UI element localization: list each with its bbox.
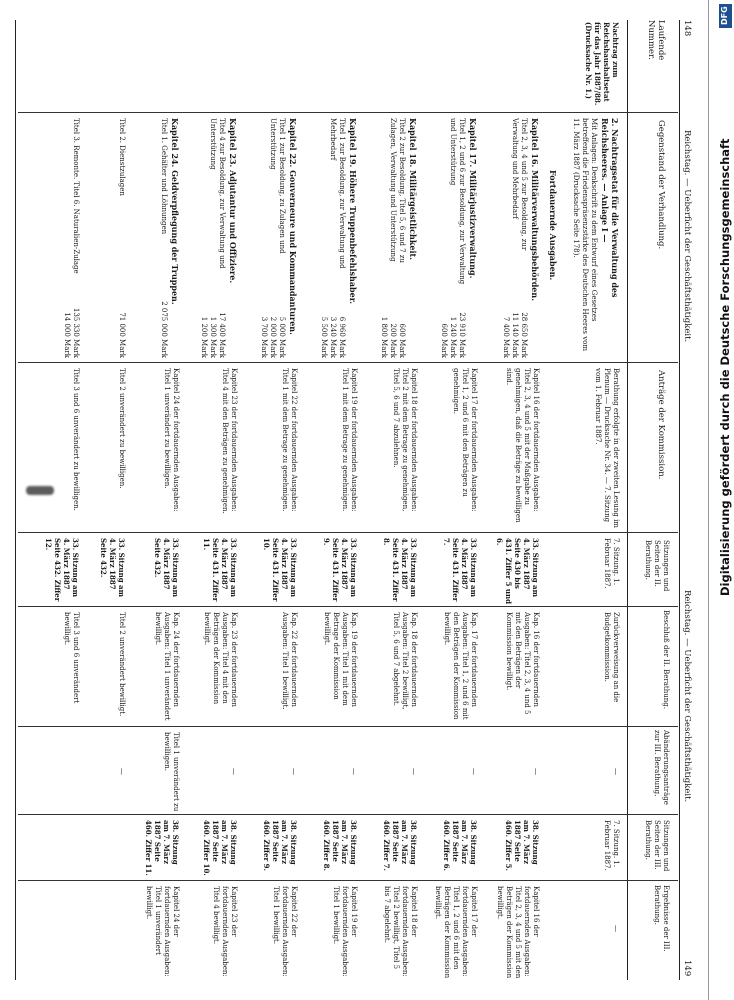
entry-amount: 1 300 Mark: [209, 316, 217, 358]
entry-kapitel: Kapitel 24. Geldverpflegung der Truppen.: [170, 118, 180, 305]
entry-details: Titel 1, 2 und 6 zur Besoldung, zur Verwaltung und Unterstützung: [449, 118, 466, 285]
col-header-antraege: Anträge der Kommission.: [656, 370, 666, 480]
entry-sitzung-ii: 33. Sitzung am 4. März 1887 Seite 431. Ziffer 7.: [442, 538, 478, 602]
entry-sitzung-iii: 38. Sitzung am 7. März 1887 Seite 460. Ziffer 7.: [382, 820, 418, 871]
entry-amount: 200 Mark: [389, 323, 397, 358]
entry-details: Titel 4 zur Besoldung, zur Verwaltung und Unterstützung: [209, 118, 226, 269]
running-head-left: Reichstag. — Ueberficht der Geschäftsthätigkeit.: [682, 130, 692, 343]
entry-sitzung-ii: 33. Sitzung am 4. März 1887 Seite 432.: [153, 538, 180, 597]
entry-kapitel: Kapitel 22. Gouverneure und Kommandanturen.: [288, 118, 298, 335]
entry-amount: 1 240 Mark: [449, 316, 457, 358]
entry-amount: 5 000 Mark: [278, 316, 286, 358]
running-head-right: Reichstag. — Ueberficht der Geschäftsthätigkeit.: [682, 590, 692, 803]
column-header-rule: [627, 20, 628, 980]
column-divider: [18, 726, 678, 727]
entry-details: Titel 1 zur Besoldung, zur Verwaltung und Mehrbedarf: [329, 118, 346, 269]
entry-amount: 1 200 Mark: [200, 316, 208, 358]
entry-antrag: Kapitel 17 der fortdauernden Ausgaben: Titel 1, 2 und 6 mit den Beträgen zu genehmigen.: [452, 368, 478, 512]
entry-sitzung-iii: 38. Sitzung am 7. März 1887 Seite 460. Ziffer 5.: [504, 820, 540, 871]
entry-amount: 2 000 Mark: [269, 316, 277, 358]
entry-amount: 3 240 Mark: [329, 316, 337, 358]
entry-sitzung-iii: 38. Sitzung am 7. März 1887 Seite 460. Ziffer 11.: [144, 820, 180, 876]
header-rule: [679, 20, 680, 980]
entry-beschluss-ii: Kap. 24 der fortdauernden Ausgaben: Titel 1 unverändert bewilligt.: [154, 612, 180, 721]
col-header-sitzung-iii: Sitzungen und Seiten der III. Berathung.: [644, 820, 670, 872]
entry-nummer: Nachtrag zum Reichshaushaltsetat für das Jahr 1887/88. (Drucksache Nr. 1.): [584, 22, 620, 106]
footer-rule: [15, 20, 16, 980]
dfg-watermark: [718, 6, 732, 596]
entry-details: Titel 2, 3, 4 und 5 zur Besoldung, zur Verwaltung und Mehrbedarf: [511, 118, 528, 251]
entry-amount: 600 Mark: [398, 323, 406, 358]
entry-details: Titel 2 zur Besoldung, Titel 5, 6 und 7 zu Zulagen, Verwaltung und Unterstützung: [389, 118, 406, 264]
entry-details: Titel 2. Dienstzulagen: [118, 118, 126, 196]
entry-amount: 71 000 Mark: [118, 312, 126, 358]
entry-amount: 6 960 Mark: [338, 316, 346, 358]
entry-gegenstand-sub: Mit Anlagen: Denkschrift zu dem Entwurf eines Gesetzes betreffend die Friedenspräsenzstärke des Deutschen Heeres vom 11. März 1887 (Drucksache Seite 178).: [572, 118, 598, 352]
entry-sitzung-ii: 33. Sitzung am 4. März 1887 Seite 431. Ziffer 9.: [322, 538, 358, 602]
entry-ergebnis: Kapitel 18 der fortdauernden Ausgaben: Titel 2 bewilligt, Titel 5 bis 7 abgelehnt.: [383, 886, 418, 977]
scan-smudge: [26, 486, 54, 495]
page-number-left: 148: [682, 20, 692, 37]
entry-beschluss-ii: Titel 3 und 6 unverändert bewilligt.: [63, 612, 80, 704]
entry-amount: 17 400 Mark: [218, 312, 226, 358]
entry-ergebnis: Kapitel 19 der fortdauernden Ausgaben: Titel 1 bewilligt.: [332, 886, 358, 977]
entry-amount: 14 000 Mark: [63, 312, 71, 358]
entry-details: Titel 3. Remonte. Titel 6. Naturalien-Zulage: [72, 118, 80, 274]
entry-beschluss-ii: Kap. 17 der fortdauernden Ausgaben: Titel 1, 2 und 6 mit den Beträgen der Kommission bewilligt.: [443, 612, 478, 720]
col-header-sitzung-ii: Sitzungen und Seiten der II. Berathung.: [644, 540, 670, 592]
entry-amount: 23 910 Mark: [458, 312, 466, 358]
col-header-beschluss-ii: Beschluß der II. Berathung.: [662, 610, 670, 709]
column-divider: [18, 880, 678, 881]
entry-kapitel: Kapitel 19. Höhere Truppenbefehlshaber.: [348, 118, 358, 304]
entry-beschluss-ii: Kap. 18 der fortdauernden Ausgaben: Titel 2 bewilligt, Titel 5, 6 und 7 abgelehnt.: [392, 612, 418, 710]
entry-abaenderung: —: [118, 768, 126, 775]
entry-amount: 28 650 Mark: [520, 312, 528, 358]
entry-beschluss-ii: Zurückverweisung an die Budgetkommission.: [603, 612, 620, 703]
col-header-gegenstand: Gegenstand der Verhandlung.: [656, 120, 666, 250]
col-header-nummer: Laufende Nummer.: [646, 20, 666, 61]
entry-details: Titel 1. Gehälter und Löhnungen: [160, 118, 168, 235]
entry-sitzung-ii: 33. Sitzung am 4. März 1887 Seite 431. Ziffer 8.: [382, 538, 418, 602]
entry-amount: 3 700 Mark: [260, 316, 268, 358]
entry-ergebnis: Kapitel 22 der fortdauernden Ausgaben: Titel 1 bewilligt.: [272, 886, 298, 977]
column-divider: [18, 606, 678, 607]
entry-abaenderung: —: [230, 768, 238, 775]
entry-beschluss-ii: Kap. 22 der fortdauernden Ausgaben: Titel 1 bewilligt.: [281, 612, 298, 710]
entry-ergebnis: Kapitel 16 der fortdauernden Ausgaben: Titel 2, 3, 4 und 5 mit den Beträgen der Kommission bewilligt.: [496, 886, 540, 979]
entry-amount: 1 800 Mark: [380, 316, 388, 358]
entry-antrag: Titel 3 und 6 unverändert zu bewilligen.: [72, 368, 80, 511]
entry-kapitel: Kapitel 17. Militärjustizverwaltung.: [468, 118, 478, 279]
entry-details: Titel 1 zur Besoldung, zu Zulagen und Unterstützung: [269, 118, 286, 254]
entry-antrag: Kapitel 22 der fortdauernden Ausgaben: Titel 1 mit dem Betrage zu genehmigen.: [281, 368, 298, 512]
entry-antrag: Kapitel 24 der fortdauernden Ausgaben: Titel 1 unverändert zu bewilligen.: [163, 368, 180, 512]
entry-kapitel: Kapitel 18. Militärgeistlichkeit.: [408, 118, 418, 260]
entry-amount: 11 140 Mark: [511, 312, 519, 358]
entry-abaenderung: —: [290, 768, 298, 775]
entry-beschluss-ii: Kap. 19 der fortdauernden Ausgaben: Titel 1 mit dem Betrage der Kommission bewilligt.: [323, 612, 358, 707]
entry-amount: 5 500 Mark: [320, 316, 328, 358]
entry-antrag: Kapitel 23 der fortdauernden Ausgaben: Titel 4 mit den Beträgen zu genehmigen.: [221, 368, 238, 514]
entry-sitzung-ii: 33. Sitzung am 4. März 1887 Seite 430 bis 431. Ziffer 5 und 6.: [495, 538, 540, 604]
entry-amount: 7 400 Mark: [502, 316, 510, 358]
entry-amount: 135 330 Mark: [72, 307, 80, 358]
column-divider: [18, 814, 678, 815]
entry-beschluss-ii: Kap. 16 der fortdauernden Ausgaben: Titel 2, 3, 4 und 5 mit den Beträgen der Kommission bewilligt.: [505, 612, 540, 715]
entry-kapitel: Kapitel 16. Militärverwaltungsbehörden.: [530, 118, 540, 301]
column-divider: [18, 362, 678, 363]
entry-gegenstand: 2. Nachtragsetat für die Verwaltung des Reichsheeres. — Anlage I —: [600, 118, 620, 298]
entry-beschluss-ii: Titel 2 unverändert bewilligt.: [118, 612, 126, 717]
entry-ergebnis: Kapitel 24 der fortdauernden Ausgaben: Titel 1 unverändert bewilligt.: [145, 886, 180, 977]
entry-sitzung-iii: 38. Sitzung am 7. März 1887 Seite 460. Ziffer 8.: [322, 820, 358, 871]
entry-antrag: Kapitel 18 der fortdauernden Ausgaben: Titel 2 mit dem Betrage zu genehmigen, Titel 5, 6 und 7 abzulehnen.: [392, 368, 418, 512]
col-header-ergebnisse: Ergebnisse der III. Berathung.: [653, 885, 670, 952]
watermark-text: Digitalisierung gefördert durch die Deutsche Forschungsgemeinschaft: [718, 138, 732, 596]
entry-sitzung-iii: 38. Sitzung am 7. März 1887 Seite 460. Ziffer 6.: [442, 820, 478, 871]
entry-ergebnis: Kapitel 23 der fortdauernden Ausgaben: Titel 4 bewilligt.: [212, 886, 238, 977]
entry-sitzung-ii: 33. Sitzung am 4. März 1887 Seite 431. Ziffer 10.: [262, 538, 298, 602]
column-divider: [18, 532, 678, 533]
entry-antrag: Kapitel 19 der fortdauernden Ausgaben: Titel 1 mit dem Betrage zu genehmigen.: [341, 368, 358, 512]
entry-antrag: Berathung erfolgte in der zweiten Lesung im Plenum — Drucksache Nr. 34. — 7. Sitzung vom 1. Februar 1887.: [594, 368, 620, 528]
entry-abaenderung: —: [532, 768, 540, 775]
entry-sitzung-ii: 33. Sitzung am 4. März 1887 Seite 432. Ziffer 12.: [44, 538, 80, 602]
entry-sitzung-ii: 33. Sitzung am 4. März 1887 Seite 432.: [99, 538, 126, 597]
column-divider: [18, 112, 678, 113]
entry-ergebnis: —: [612, 925, 620, 932]
entry-abaenderung: —: [612, 768, 620, 775]
entry-abaenderung: Titel 1 unverändert zu bewilligen.: [163, 732, 180, 812]
entry-ergebnis: Kapitel 17 der fortdauernden Ausgaben: Titel 1, 2 und 6 mit den Beträgen der Kommission bewilligt.: [434, 886, 478, 979]
entry-abaenderung: —: [350, 768, 358, 775]
entry-sitzung-iii: 38. Sitzung am 7. März 1887 Seite 460. Ziffer 9.: [262, 820, 298, 871]
col-header-abaenderungen: Abänderungsanträge zur III. Berathung.: [653, 730, 670, 805]
page-spine-line: [708, 0, 709, 1000]
entry-sitzung-iii: 7. Sitzung. 1. Februar 1887.: [603, 820, 620, 871]
entry-antrag: Titel 2 unverändert zu bewilligen.: [118, 368, 126, 489]
dfg-badge-label: DFG: [720, 6, 729, 25]
entry-sitzung-ii: 33. Sitzung am 4. März 1887 Seite 431. Ziffer 11.: [202, 538, 238, 602]
section-title: Fortdauernde Ausgaben.: [548, 170, 558, 281]
entry-sitzung-ii: 7. Sitzung. 1. Februar 1887.: [603, 538, 620, 589]
entry-amount: 2 075 000 Mark: [160, 301, 168, 358]
entry-beschluss-ii: Kap. 23 der fortdauernden Ausgaben: Titel 4 mit den Beträgen der Kommission bewilligt.: [203, 612, 238, 707]
entry-antrag: Kapitel 16 der fortdauernden Ausgaben: Titel 2, 3, 4 und 5 mit der Maßgabe zu genehmigen, daß die Beträge zu bewilligen sind.: [505, 368, 540, 523]
entry-amount: 600 Mark: [440, 323, 448, 358]
entry-kapitel: Kapitel 23. Adjutantur und Offiziere.: [228, 118, 238, 284]
entry-abaenderung: —: [410, 768, 418, 775]
dfg-badge-icon: [719, 4, 732, 28]
entry-abaenderung: —: [470, 768, 478, 775]
entry-sitzung-iii: 38. Sitzung am 7. März 1887 Seite 460. Ziffer 10.: [202, 820, 238, 876]
page-number-right: 149: [682, 960, 692, 977]
